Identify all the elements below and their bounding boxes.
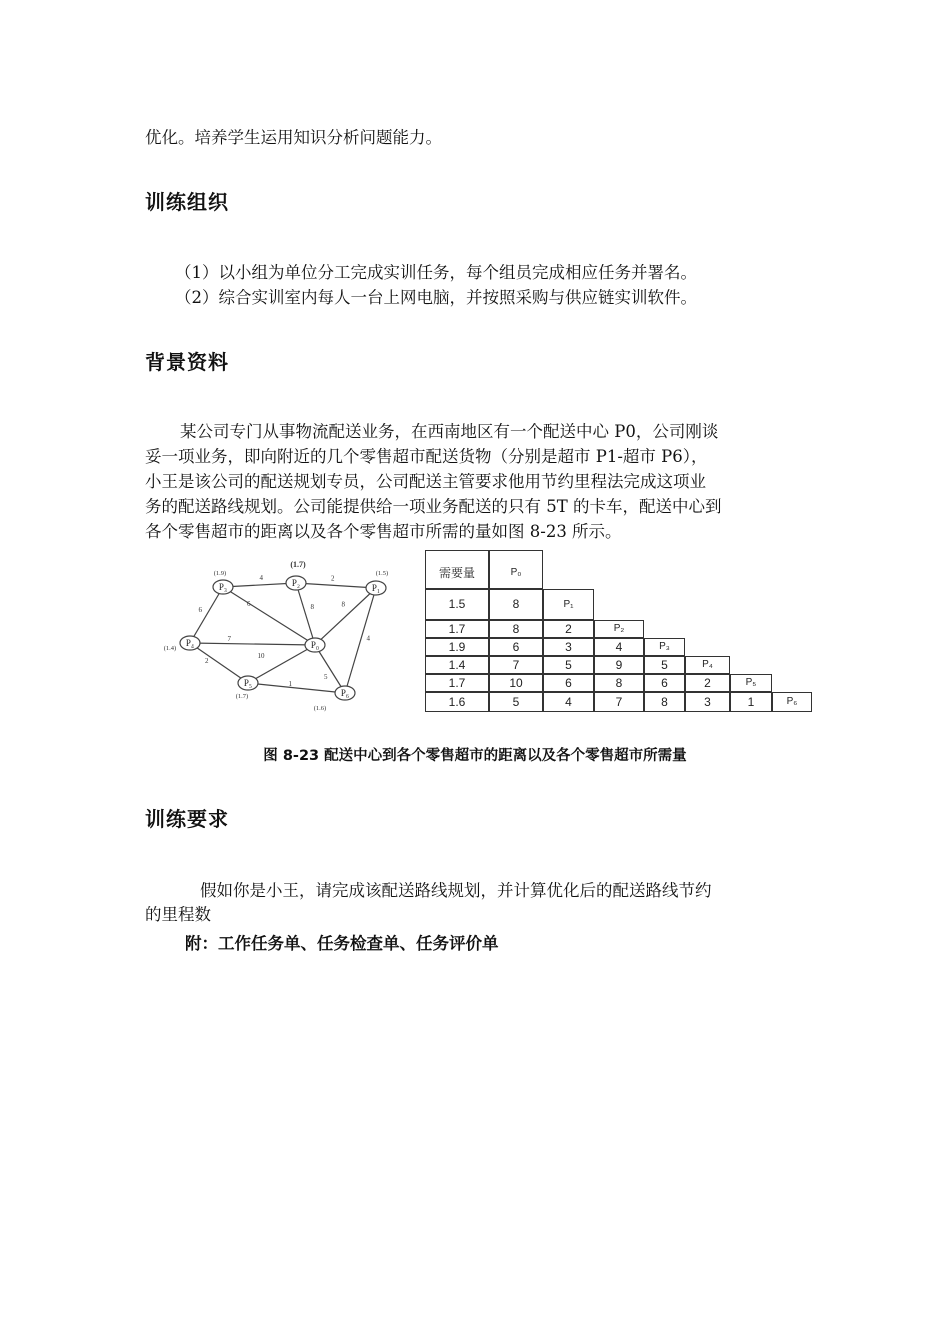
- heading-training-requirements: 训练要求: [145, 807, 229, 831]
- graph-node-demand: (1.4): [163, 645, 177, 652]
- intro-paragraph-tail: 优化。培养学生运用知识分析问题能力。: [145, 128, 442, 147]
- table-demand-cell: 1.7: [425, 620, 489, 638]
- edge-distance-label: 4: [366, 634, 370, 643]
- background-line: 务的配送路线规划。公司能提供给一项业务配送的只有 5T 的卡车，配送中心到: [145, 497, 722, 516]
- graph-edge: [223, 583, 296, 587]
- graph-node-label: P₁: [371, 583, 381, 593]
- table-header-demand: 需要量: [425, 550, 489, 589]
- graph-edge: [190, 587, 223, 643]
- distribution-network-graph: [150, 555, 410, 720]
- graph-edge: [190, 643, 248, 683]
- edge-distance-label: 8: [341, 600, 345, 609]
- table-distance-cell: 5: [543, 656, 594, 674]
- table-distance-cell: 6: [543, 674, 594, 692]
- table-node-header: P₆: [772, 692, 812, 712]
- table-demand-cell: 1.9: [425, 638, 489, 656]
- background-line: 各个零售超市的距离以及各个零售超市所需的量如图 8-23 所示。: [145, 522, 622, 541]
- graph-edge: [223, 587, 315, 645]
- edge-distance-label: 6: [198, 606, 202, 614]
- graph-node-demand: (1.5): [375, 570, 389, 577]
- edge-distance-label: 8: [310, 603, 314, 611]
- table-distance-cell: 7: [489, 656, 543, 674]
- table-distance-cell: 1: [730, 692, 772, 712]
- graph-node-label: P₆: [340, 688, 350, 698]
- edge-distance-label: 5: [324, 673, 328, 681]
- table-distance-cell: 5: [489, 692, 543, 712]
- table-distance-cell: 5: [644, 656, 685, 674]
- graph-edge: [345, 588, 376, 693]
- graph-node-demand: (1.7): [235, 693, 249, 700]
- table-distance-cell: 9: [594, 656, 644, 674]
- table-node-header: P₂: [594, 620, 644, 638]
- graph-edge: [296, 583, 376, 588]
- graph-node-label: P₅: [243, 678, 253, 688]
- table-node-header: P₁: [543, 589, 594, 620]
- heading-background: 背景资料: [145, 350, 229, 374]
- background-line: 小王是该公司的配送规划专员，公司配送主管要求他用节约里程法完成这项业: [145, 472, 706, 491]
- background-line: 妥一项业务，即向附近的几个零售超市配送货物（分别是超市 P1-超市 P6），: [145, 447, 708, 466]
- background-line: 某公司专门从事物流配送业务，在西南地区有一个配送中心 P0，公司刚谈: [180, 422, 719, 441]
- graph-edge: [248, 683, 345, 693]
- requirement-line: 假如你是小王，请完成该配送路线规划，并计算优化后的配送路线节约: [200, 881, 712, 900]
- edge-distance-label: 2: [331, 574, 335, 583]
- heading-training-organization: 训练组织: [145, 190, 229, 214]
- edge-distance-label: 2: [205, 657, 209, 665]
- table-node-header: P₃: [644, 638, 685, 656]
- table-distance-cell: 4: [594, 638, 644, 656]
- table-distance-cell: 2: [543, 620, 594, 638]
- graph-edge: [296, 583, 315, 645]
- graph-node-label: P₀: [310, 640, 320, 650]
- table-demand-cell: 1.5: [425, 589, 489, 620]
- table-distance-cell: 8: [644, 692, 685, 712]
- table-distance-cell: 3: [685, 692, 730, 712]
- graph-node-demand: (1.7): [290, 560, 306, 569]
- requirement-line: 的里程数: [145, 905, 211, 924]
- org-item-1: （1）以小组为单位分工完成实训任务，每个组员完成相应任务并署名。: [175, 263, 697, 282]
- graph-node-label: P₄: [185, 638, 195, 648]
- table-demand-cell: 1.7: [425, 674, 489, 692]
- graph-node-demand: (1.6): [313, 705, 327, 712]
- edge-distance-label: 10: [257, 652, 265, 660]
- table-distance-cell: 3: [543, 638, 594, 656]
- table-node-header: P₄: [685, 656, 730, 674]
- graph-node-label: P₃: [218, 582, 228, 592]
- edge-distance-label: 6: [247, 600, 251, 608]
- org-item-2: （2）综合实训室内每人一台上网电脑，并按照采购与供应链实训软件。: [175, 288, 697, 307]
- graph-node-demand: (1.9): [213, 570, 227, 577]
- edge-distance-label: 4: [259, 574, 263, 582]
- figure-caption: 图 8-23 配送中心到各个零售超市的距离以及各个零售超市所需量: [263, 748, 687, 764]
- graph-edge: [248, 645, 315, 683]
- table-demand-cell: 1.4: [425, 656, 489, 674]
- table-distance-cell: 4: [543, 692, 594, 712]
- table-node-header: P₅: [730, 674, 772, 692]
- table-node-header: P₀: [489, 550, 543, 589]
- table-distance-cell: 10: [489, 674, 543, 692]
- edge-distance-label: 1: [288, 680, 292, 688]
- graph-edge: [190, 643, 315, 645]
- table-distance-cell: 6: [489, 638, 543, 656]
- table-distance-cell: 7: [594, 692, 644, 712]
- graph-node-label: P₂: [291, 578, 301, 588]
- graph-edge: [315, 645, 345, 693]
- table-demand-cell: 1.6: [425, 692, 489, 712]
- edge-distance-label: 7: [227, 635, 231, 643]
- table-distance-cell: 8: [489, 589, 543, 620]
- table-distance-cell: 8: [489, 620, 543, 638]
- table-distance-cell: 6: [644, 674, 685, 692]
- attachment-note: 附：工作任务单、任务检查单、任务评价单: [185, 934, 499, 953]
- table-distance-cell: 8: [594, 674, 644, 692]
- table-distance-cell: 2: [685, 674, 730, 692]
